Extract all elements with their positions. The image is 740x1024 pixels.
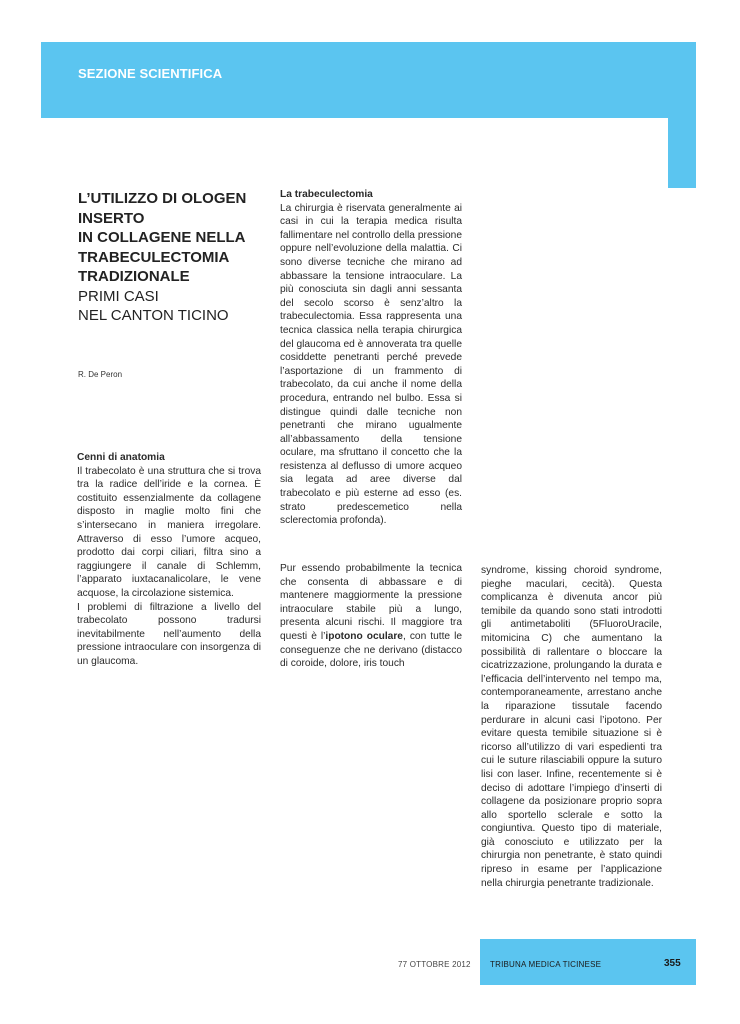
page-number: 355: [664, 958, 681, 969]
paragraph: syndrome, kissing choroid syndrome, pieghe maculari, cecità). Questa complicanza è divenuta ancor più temibile da quando sono stati introdotti gli antimetaboliti (5FluoroUracile, mitomicina C) che aumentano la possibilità di rallentare o bloccare la cicatrizzazione, prolungando la durata e l’efficacia dell’intervento nel tempo ma, contemporaneamente, arrestano anche la riparazione tissutale facendo perdurare in alcuni casi l’ipotono. Per evitare questa temibile situazione si è ricorso all’utilizzo di vari espedienti tra cui le suture rilasciabili oppure la suturo lisi con laser. Infine, recentemente si è deciso di adottare l’impiego d’inserti di collagene da posizionare proprio sopra allo sportello sclerale e sotto la congiuntiva. Questo tipo di materiale, già conosciuto e utilizzato per la chirurgia non penetrante, è stato quindi ripreso in esame per l’applicazione nella chirurgia penetrante tradizionale.: [481, 565, 662, 889]
section-heading: Cenni di anatomia: [77, 452, 165, 463]
text-run: Pur essendo probabilmente la tecnica che consenta di abbassare e di mantenere maggiormente la pressione intraoculare stabile più a lungo, presenta alcuni rischi. Il maggiore tra questi è l’: [280, 563, 462, 642]
title-line: L’UTILIZZO DI OLOGEN: [78, 190, 247, 207]
text-run: , con tutte le conseguenze che ne derivano (distacco di coroide, dolore, iris touch: [280, 630, 463, 670]
paragraph: [280, 562, 462, 671]
paragraph: La chirurgia è riservata generalmente ai casi in cui la terapia medica risulta fallimentare nel controllo della pressione oppure nell’evoluzione della malattia. Ci sono diverse tecniche che mirano ad abbassare la tensione intraoculare. La più conosciuta sin dagli anni sessanta del secolo scorso è senz’altro la trabeculectomia. Essa rappresenta una tecnica classica nella terapia chirurgica del glaucoma ed è annoverata tra quelle cosiddette penetranti perché prevede l’asportazione di un frammento di trabecolato, da cui anche il nome della procedura, entrando nel bulbo. Essa si distingue quindi dalle tecniche non penetranti che mirano ugualmente all’abbassamento della tensione oculare, ma sfruttano il concetto che la resistenza al deflusso di umore acqueo sia legata ad aree diverse dal trabecolato e più esterne ad esso (es. strato predescemetico nella sclerectomia profonda).: [280, 202, 462, 527]
article-title: [78, 189, 278, 326]
title-line: TRADIZIONALE: [78, 268, 190, 285]
column-2-continued: [280, 562, 462, 671]
footer-date: 77 OTTOBRE 2012: [398, 960, 471, 969]
column-2: [280, 188, 462, 528]
paragraph: I problemi di filtrazione a livello del trabecolato possono tradursi inevitabilmente nell’aumento della pressione intraoculare con insorgenza di un glaucoma.: [77, 601, 261, 667]
subtitle-line: NEL CANTON TICINO: [78, 307, 229, 324]
column-3: [481, 564, 662, 890]
title-line: INSERTO: [78, 209, 145, 227]
author: R. De Peron: [78, 370, 123, 379]
section-label: SEZIONE SCIENTIFICA: [78, 66, 223, 81]
paragraph: Il trabecolato è una struttura che si trova tra la radice dell’iride e la cornea. È costituito essenzialmente da collagene disposto in maglie molto fini che s’intersecano in maniera irregolare. Attraverso di esso l’umore acqueo, prodotto dai corpi ciliari, filtra sino a raggiungere il canale di Schlemm, l’apparato iuxtacanalicolare, le vene acquose, la circolazione sistemica.: [77, 465, 261, 599]
title-line: IN COLLAGENE NELLA: [78, 229, 246, 246]
column-1: [77, 451, 261, 669]
footer-journal: TRIBUNA MEDICA TICINESE: [490, 960, 602, 969]
title-line: TRABECULECTOMIA: [78, 248, 230, 266]
header-side-tab: [668, 118, 696, 188]
bold-term: ipotono oculare: [325, 630, 403, 642]
subtitle-line: PRIMI CASI: [78, 287, 159, 305]
section-heading: La trabeculectomia: [280, 189, 373, 200]
